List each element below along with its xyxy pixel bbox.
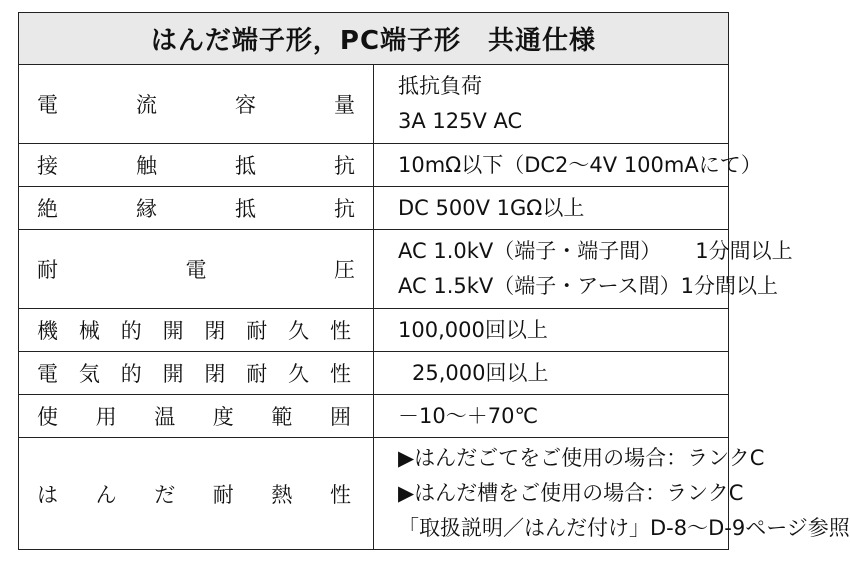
row-value-mechanical-endurance xyxy=(374,309,729,352)
row-label-operating-temperature: 使用温度範囲 xyxy=(19,395,374,438)
table-row xyxy=(19,230,729,309)
row-label-current-capacity: 電 流 容 量 xyxy=(19,65,374,144)
table-title: はんだ端子形，PC端子形 共通仕様 xyxy=(19,13,729,65)
value-line: ▶はんだごてをご使用の場合：ランクC xyxy=(398,446,765,470)
row-value-withstand-voltage xyxy=(374,230,793,309)
table-row xyxy=(19,352,729,395)
table-row xyxy=(19,395,729,438)
value-line: 10mΩ以下（DC2～4V 100mAにて） xyxy=(398,152,762,177)
row-value-insulation-resistance xyxy=(374,187,729,230)
row-value-electrical-endurance xyxy=(374,352,729,395)
value-line xyxy=(398,269,778,304)
spec-table xyxy=(18,12,850,550)
value-line: DC 500V 1GΩ以上 xyxy=(398,195,585,220)
row-label-contact-resistance: 接 触 抵 抗 xyxy=(19,144,374,187)
row-value-operating-temperature xyxy=(374,395,729,438)
value-line: ▶はんだ槽をご使用の場合：ランクC xyxy=(398,481,744,505)
value-line: 100,000回以上 xyxy=(398,317,548,342)
table-row xyxy=(19,65,729,144)
row-value-soldering-heat xyxy=(374,438,850,550)
table-row xyxy=(19,187,729,230)
row-value-current-capacity xyxy=(374,65,729,144)
value-line: －10～＋70℃ xyxy=(398,403,539,428)
table-row xyxy=(19,438,729,550)
value-line: 「取扱説明／はんだ付け」D-8～D-9ページ参照 xyxy=(398,516,850,540)
table-row xyxy=(19,144,729,187)
voltage-spec: AC 1.0kV（端子・端子間） xyxy=(398,239,662,263)
row-label-soldering-heat: はんだ耐熱性 xyxy=(19,438,374,550)
row-label-electrical-endurance: 電気的開閉耐久性 xyxy=(19,352,374,395)
duration-spec: 1分間以上 xyxy=(695,239,793,263)
value-line: 25,000回以上 xyxy=(412,360,549,385)
value-line: 3A 125V AC xyxy=(398,109,523,133)
voltage-spec: AC 1.5kV（端子・アース間） xyxy=(398,274,681,298)
row-value-contact-resistance xyxy=(374,144,762,187)
duration-spec: 1分間以上 xyxy=(680,274,778,298)
row-label-mechanical-endurance: 機械的開閉耐久性 xyxy=(19,309,374,352)
row-label-withstand-voltage: 耐 電 圧 xyxy=(19,230,374,309)
value-line xyxy=(398,234,793,269)
row-label-insulation-resistance: 絶 縁 抵 抗 xyxy=(19,187,374,230)
value-line: 抵抗負荷 xyxy=(398,74,482,98)
table-row xyxy=(19,309,729,352)
title-row xyxy=(19,13,729,65)
